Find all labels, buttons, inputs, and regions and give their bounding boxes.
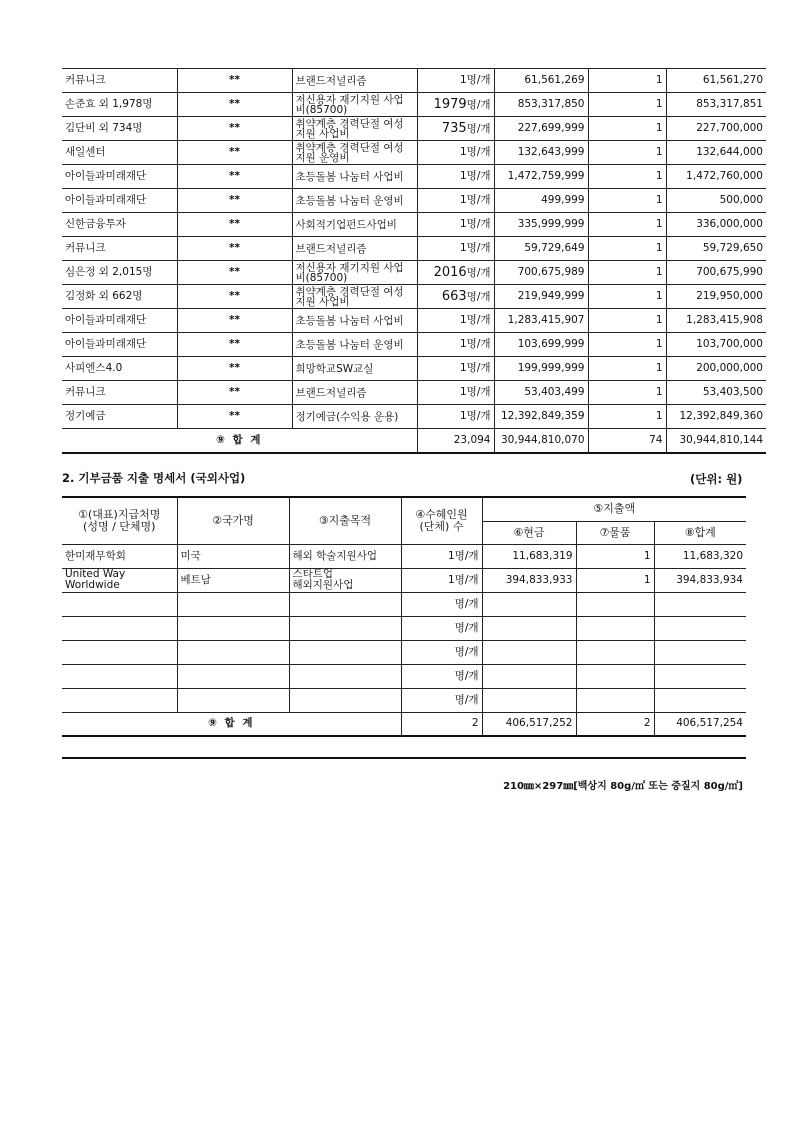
- beneficiary-count-cell: [417, 237, 494, 261]
- header-purpose: ③지출목적: [289, 497, 401, 544]
- count-unit: 명/개: [466, 98, 491, 111]
- recipient-id-cell: **: [177, 309, 292, 333]
- table-row: [62, 309, 766, 333]
- count-unit: 명/개: [466, 194, 491, 206]
- goods-cell: 1: [588, 189, 666, 213]
- recipient-id-cell: **: [177, 357, 292, 381]
- country-cell: [177, 592, 289, 616]
- total-cell: [654, 688, 746, 712]
- table-row: [62, 237, 766, 261]
- table-row: [62, 69, 766, 93]
- purpose-cell: [289, 688, 401, 712]
- goods-cell: 1: [588, 405, 666, 429]
- goods-cell: 1: [588, 237, 666, 261]
- recipient-id-cell: **: [177, 213, 292, 237]
- table-row: [62, 285, 766, 309]
- recipient-name-cell: 커뮤니크: [62, 69, 177, 93]
- recipient-id-cell: **: [177, 381, 292, 405]
- total-count-cell: 23,094: [417, 429, 494, 453]
- count-unit: 명/개: [466, 170, 491, 182]
- total-goods-cell: 74: [588, 429, 666, 453]
- beneficiary-count-cell: [417, 333, 494, 357]
- goods-cell: 1: [588, 333, 666, 357]
- purpose-cell: [289, 664, 401, 688]
- beneficiary-count-cell: [417, 93, 494, 117]
- cash-cell: 132,643,999: [494, 141, 588, 165]
- beneficiary-count-cell: [401, 664, 482, 688]
- recipient-id-cell: **: [177, 189, 292, 213]
- count-unit: 명/개: [454, 645, 479, 658]
- header-cash: ⑥현금: [482, 521, 576, 544]
- header-country: ②국가명: [177, 497, 289, 544]
- purpose-cell: 희망학교SW교실: [292, 357, 417, 381]
- beneficiary-count-cell: [401, 544, 482, 568]
- purpose-cell-line2: 해외지원사업: [292, 579, 354, 591]
- count-number: 1: [459, 410, 467, 422]
- goods-cell: 1: [588, 165, 666, 189]
- table-row: [62, 357, 766, 381]
- header-recipient: ①(대표)지급처명 (성명 / 단체명): [62, 497, 177, 544]
- country-cell: 베트남: [177, 568, 289, 592]
- cash-cell: [482, 616, 576, 640]
- recipient-id-cell: **: [177, 405, 292, 429]
- count-number: 1: [459, 218, 467, 230]
- count-number: 1: [447, 573, 455, 586]
- count-unit: 명/개: [454, 693, 479, 706]
- total-cell: 1,283,415,908: [666, 309, 766, 333]
- purpose-cell: 브랜드저널리즘: [292, 69, 417, 93]
- beneficiary-count-cell: [417, 285, 494, 309]
- goods-cell: 1: [588, 285, 666, 309]
- grand-total-cell: 30,944,810,144: [666, 429, 766, 453]
- recipient-name-cell: 아이들과미래재단: [62, 333, 177, 357]
- recipient-id-cell: **: [177, 165, 292, 189]
- purpose-cell: 초등돌봄 나눔터 운영비: [292, 333, 417, 357]
- grand-total-cell: 406,517,254: [654, 712, 746, 736]
- beneficiary-count-cell: [417, 261, 494, 285]
- count-number: 2016: [433, 264, 467, 280]
- count-unit: 명/개: [466, 338, 491, 350]
- beneficiary-count-cell: [417, 357, 494, 381]
- total-cell: 200,000,000: [666, 357, 766, 381]
- count-number: 1: [459, 314, 467, 326]
- unit-label: (단위: 원): [690, 472, 743, 486]
- recipient-name-cell-line1: United Way: [65, 568, 126, 580]
- table-row: [62, 688, 746, 712]
- table-row: [62, 405, 766, 429]
- beneficiary-count-cell: [401, 640, 482, 664]
- table-row: [62, 141, 766, 165]
- cash-cell: [482, 592, 576, 616]
- goods-cell: 1: [576, 544, 654, 568]
- count-unit: 명/개: [466, 122, 491, 135]
- recipient-name-cell: 사피엔스4.0: [62, 357, 177, 381]
- goods-cell: 1: [588, 357, 666, 381]
- header-goods: ⑦물품: [576, 521, 654, 544]
- purpose-cell: [289, 592, 401, 616]
- total-cell: [654, 640, 746, 664]
- country-cell: [177, 664, 289, 688]
- cash-cell: 12,392,849,359: [494, 405, 588, 429]
- goods-cell: [576, 592, 654, 616]
- cash-cell: [482, 640, 576, 664]
- goods-cell: 1: [588, 309, 666, 333]
- table-row: [62, 213, 766, 237]
- beneficiary-count-cell: [417, 309, 494, 333]
- purpose-cell: [289, 616, 401, 640]
- recipient-name-cell: 커뮤니크: [62, 237, 177, 261]
- total-label: ⑨ 합 계: [62, 429, 417, 453]
- goods-cell: [576, 664, 654, 688]
- cash-cell: 700,675,989: [494, 261, 588, 285]
- table-row: [62, 261, 766, 285]
- total-cell: 11,683,320: [654, 544, 746, 568]
- beneficiary-count-cell: [401, 688, 482, 712]
- goods-cell: 1: [588, 93, 666, 117]
- count-number: 1979: [433, 96, 467, 112]
- recipient-name-cell: 손준효 외 1,978명: [62, 93, 177, 117]
- country-cell: [177, 616, 289, 640]
- count-unit: 명/개: [466, 314, 491, 326]
- table-row: [62, 117, 766, 141]
- total-goods-cell: 2: [576, 712, 654, 736]
- table-row: [62, 568, 746, 592]
- count-number: 735: [441, 120, 467, 136]
- table-row: [62, 616, 746, 640]
- beneficiary-count-cell: [417, 213, 494, 237]
- total-cell: 61,561,270: [666, 69, 766, 93]
- goods-cell: 1: [588, 141, 666, 165]
- purpose-cell: 초등돌봄 나눔터 사업비: [292, 309, 417, 333]
- recipient-name-cell: 정기예금: [62, 405, 177, 429]
- count-unit: 명/개: [454, 621, 479, 634]
- overseas-expenditure-table: [62, 496, 746, 737]
- recipient-name-cell: 김단비 외 734명: [62, 117, 177, 141]
- purpose-cell: 사회적기업펀드사업비: [292, 213, 417, 237]
- count-number: 1: [459, 74, 467, 86]
- beneficiary-count-cell: [417, 141, 494, 165]
- header-amount: ⑤지출액: [482, 497, 746, 521]
- goods-cell: 1: [588, 261, 666, 285]
- purpose-cell: [289, 640, 401, 664]
- cash-cell: [482, 688, 576, 712]
- recipient-name-cell: 새일센터: [62, 141, 177, 165]
- total-cell: 59,729,650: [666, 237, 766, 261]
- total-cash-cell: 30,944,810,070: [494, 429, 588, 453]
- total-cell: 500,000: [666, 189, 766, 213]
- beneficiary-count-cell: [417, 405, 494, 429]
- recipient-id-cell: **: [177, 237, 292, 261]
- goods-cell: [576, 640, 654, 664]
- total-cell: 219,950,000: [666, 285, 766, 309]
- count-unit: 명/개: [466, 362, 491, 374]
- header-beneficiary-count: ④수혜인원 (단체) 수: [401, 497, 482, 544]
- purpose-cell: 취약계층 경력단절 여성 지원 사업비: [292, 285, 417, 309]
- purpose-cell: 저신용자 재기지원 사업비(85700): [292, 261, 417, 285]
- table-row: [62, 189, 766, 213]
- purpose-cell: 브랜드저널리즘: [292, 237, 417, 261]
- purpose-cell-line1: 해외 학술지원사업: [292, 549, 377, 562]
- purpose-cell: 정기예금(수익용 운용): [292, 405, 417, 429]
- purpose-cell: 저신용자 재기지원 사업비(85700): [292, 93, 417, 117]
- country-cell: [177, 640, 289, 664]
- cash-cell: 103,699,999: [494, 333, 588, 357]
- count-number: 1: [459, 146, 467, 158]
- total-cash-cell: 406,517,252: [482, 712, 576, 736]
- table-row: [62, 333, 766, 357]
- recipient-name-cell-line1: 한미재무학회: [65, 549, 126, 562]
- purpose-cell: [289, 544, 401, 568]
- count-unit: 명/개: [454, 669, 479, 682]
- count-unit: 명/개: [466, 386, 491, 398]
- recipient-name-cell: [62, 688, 177, 712]
- recipient-name-cell: 아이들과미래재단: [62, 309, 177, 333]
- header-total: ⑧합계: [654, 521, 746, 544]
- purpose-cell: 취약계층 경력단절 여성 지원 사업비: [292, 117, 417, 141]
- bottom-rule: [62, 757, 746, 759]
- cash-cell: 59,729,649: [494, 237, 588, 261]
- total-cell: [654, 616, 746, 640]
- table-row: [62, 93, 766, 117]
- recipient-name-cell: 커뮤니크: [62, 381, 177, 405]
- total-cell: 12,392,849,360: [666, 405, 766, 429]
- total-cell: 132,644,000: [666, 141, 766, 165]
- purpose-cell: 취약계층 경력단절 여성 지원 운영비: [292, 141, 417, 165]
- total-label: ⑨ 합 계: [62, 712, 401, 736]
- cash-cell: 335,999,999: [494, 213, 588, 237]
- count-number: 1: [459, 338, 467, 350]
- total-cell: 103,700,000: [666, 333, 766, 357]
- recipient-id-cell: **: [177, 117, 292, 141]
- recipient-id-cell: **: [177, 285, 292, 309]
- cash-cell: 227,699,999: [494, 117, 588, 141]
- purpose-cell: 초등돌봄 나눔터 운영비: [292, 189, 417, 213]
- beneficiary-count-cell: [417, 165, 494, 189]
- count-number: 1: [447, 549, 455, 562]
- purpose-cell-line1: 스타트업: [292, 568, 334, 580]
- recipient-name-cell: [62, 664, 177, 688]
- purpose-cell: [289, 568, 401, 592]
- total-cell: 394,833,934: [654, 568, 746, 592]
- count-number: 1: [459, 386, 467, 398]
- cash-cell: 219,949,999: [494, 285, 588, 309]
- total-cell: 1,472,760,000: [666, 165, 766, 189]
- domestic-expenditure-table: [62, 68, 766, 454]
- count-unit: 명/개: [454, 573, 479, 586]
- count-number: 1: [459, 242, 467, 254]
- recipient-name-cell: 김정화 외 662명: [62, 285, 177, 309]
- table-row: [62, 592, 746, 616]
- country-cell: [177, 688, 289, 712]
- total-cell: 700,675,990: [666, 261, 766, 285]
- total-cell: 227,700,000: [666, 117, 766, 141]
- total-count-cell: 2: [401, 712, 482, 736]
- recipient-name-cell: 아이들과미래재단: [62, 189, 177, 213]
- cash-cell: 853,317,850: [494, 93, 588, 117]
- count-unit: 명/개: [466, 242, 491, 254]
- table-row: [62, 640, 746, 664]
- total-row: [62, 429, 766, 453]
- count-unit: 명/개: [466, 218, 491, 230]
- recipient-id-cell: **: [177, 141, 292, 165]
- recipient-name-cell: [62, 640, 177, 664]
- purpose-cell: 초등돌봄 나눔터 사업비: [292, 165, 417, 189]
- beneficiary-count-cell: [401, 616, 482, 640]
- country-cell: 미국: [177, 544, 289, 568]
- cash-cell: 199,999,999: [494, 357, 588, 381]
- count-number: 1: [459, 170, 467, 182]
- count-unit: 명/개: [454, 597, 479, 610]
- recipient-name-cell: [62, 616, 177, 640]
- recipient-id-cell: **: [177, 333, 292, 357]
- recipient-name-cell: [62, 544, 177, 568]
- cash-cell: [482, 664, 576, 688]
- count-unit: 명/개: [466, 266, 491, 279]
- total-cell: 53,403,500: [666, 381, 766, 405]
- count-unit: 명/개: [466, 74, 491, 86]
- goods-cell: [576, 616, 654, 640]
- cash-cell: 53,403,499: [494, 381, 588, 405]
- recipient-name-cell: 아이들과미래재단: [62, 165, 177, 189]
- beneficiary-count-cell: [417, 189, 494, 213]
- count-unit: 명/개: [454, 549, 479, 562]
- goods-cell: 1: [576, 568, 654, 592]
- recipient-id-cell: **: [177, 261, 292, 285]
- total-cell: 853,317,851: [666, 93, 766, 117]
- count-number: 1: [459, 362, 467, 374]
- recipient-name-cell: [62, 592, 177, 616]
- total-cell: [654, 664, 746, 688]
- count-number: 1: [459, 194, 467, 206]
- count-number: 663: [441, 288, 467, 304]
- table-row: [62, 664, 746, 688]
- beneficiary-count-cell: [417, 381, 494, 405]
- goods-cell: 1: [588, 381, 666, 405]
- goods-cell: [576, 688, 654, 712]
- beneficiary-count-cell: [417, 69, 494, 93]
- table-row: [62, 544, 746, 568]
- recipient-id-cell: **: [177, 69, 292, 93]
- recipient-name-cell: 심은정 외 2,015명: [62, 261, 177, 285]
- cash-cell: 499,999: [494, 189, 588, 213]
- beneficiary-count-cell: [417, 117, 494, 141]
- cash-cell: 394,833,933: [482, 568, 576, 592]
- cash-cell: 61,561,269: [494, 69, 588, 93]
- cash-cell: 1,283,415,907: [494, 309, 588, 333]
- cash-cell: 11,683,319: [482, 544, 576, 568]
- recipient-name-cell: [62, 568, 177, 592]
- table-row: [62, 381, 766, 405]
- recipient-name-cell: 신한금융투자: [62, 213, 177, 237]
- total-row: [62, 712, 746, 736]
- section-title-overseas: 2. 기부금품 지출 명세서 (국외사업): [62, 471, 246, 485]
- goods-cell: 1: [588, 69, 666, 93]
- cash-cell: 1,472,759,999: [494, 165, 588, 189]
- goods-cell: 1: [588, 213, 666, 237]
- goods-cell: 1: [588, 117, 666, 141]
- count-unit: 명/개: [466, 290, 491, 303]
- table-row: [62, 165, 766, 189]
- recipient-name-cell-line2: Worldwide: [65, 579, 120, 591]
- total-cell: [654, 592, 746, 616]
- paper-spec-footer: 210㎜×297㎜[백상지 80g/㎡ 또는 중질지 80g/㎡]: [503, 781, 743, 792]
- beneficiary-count-cell: [401, 592, 482, 616]
- count-unit: 명/개: [466, 146, 491, 158]
- purpose-cell: 브랜드저널리즘: [292, 381, 417, 405]
- beneficiary-count-cell: [401, 568, 482, 592]
- recipient-id-cell: **: [177, 93, 292, 117]
- total-cell: 336,000,000: [666, 213, 766, 237]
- count-unit: 명/개: [466, 410, 491, 422]
